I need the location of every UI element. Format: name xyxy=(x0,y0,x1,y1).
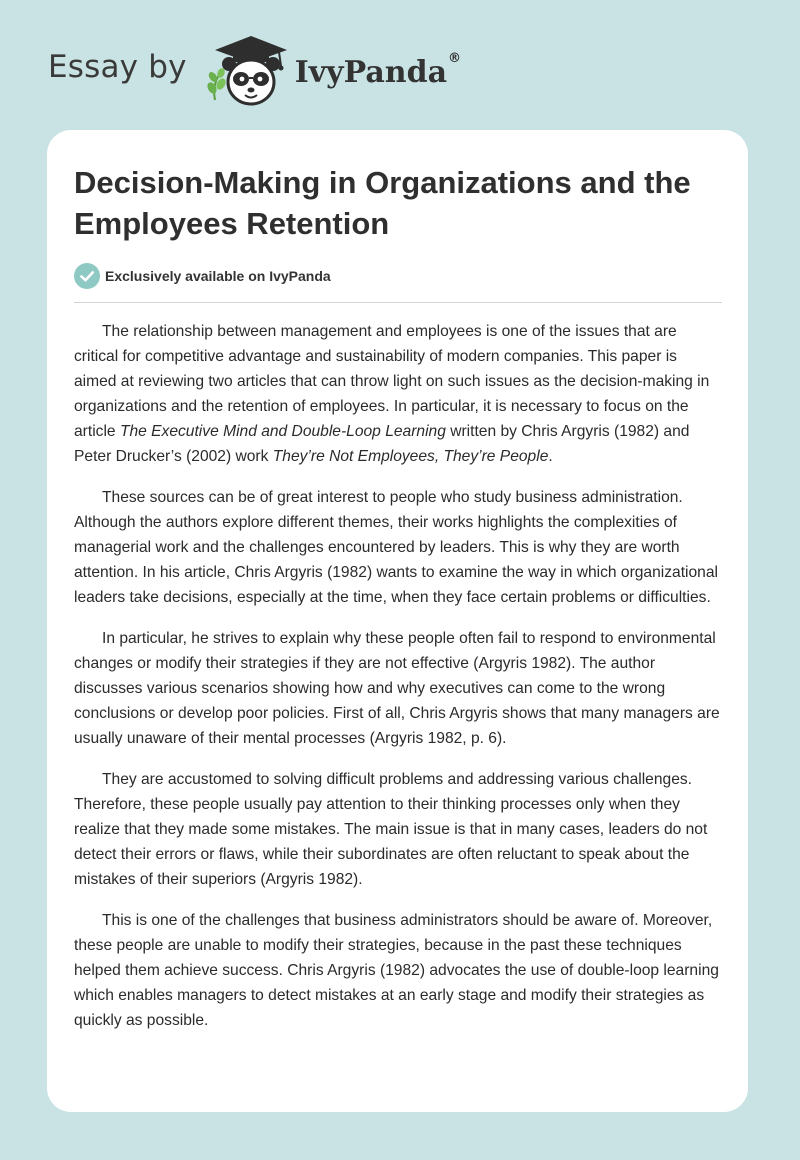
essay-card xyxy=(47,130,748,1112)
paragraph-5: This is one of the challenges that business administrators should be aware of. Moreover, these people are unable to modify their strategies, because in the past these techniques helped them achieve success. Chris Argyris (1982) advocates the use of double-loop learning which enables managers to detect mistakes at an early stage and modify their strategies as quickly as possible. xyxy=(74,912,719,1029)
essay-title: Decision-Making in Organizations and the Employees Retention xyxy=(74,165,691,241)
article-title-drucker: They’re Not Employees, They’re People xyxy=(272,448,549,465)
divider xyxy=(74,302,722,303)
exclusive-badge xyxy=(74,263,331,289)
paragraph-1-text-b: written by Chris Argyris (1982) and Peter Drucker’s (2002) work xyxy=(74,423,690,465)
brand-name-text: IvyPanda xyxy=(294,54,448,90)
brand-name[interactable] xyxy=(294,50,462,90)
paragraph-3: In particular, he strives to explain why these people often fail to respond to environmental changes or modify their strategies if they are not effective (Argyris 1982). The author discusses various scenarios showing how and why executives can come to the wrong conclusions or develop poor policies. First of all, Chris Argyris shows that many managers are usually unaware of their mental processes (Argyris 1982, p. 6). xyxy=(74,630,720,747)
article-title-argyris: The Executive Mind and Double-Loop Learning xyxy=(119,423,446,440)
paragraph-1-text-c: . xyxy=(548,448,553,465)
registered-mark: ® xyxy=(448,50,462,66)
paragraph-1-text-a: The relationship between management and employees is one of the issues that are critical for competitive advantage and sustainability of modern companies. This paper is aimed at reviewing two articles that can throw light on such issues as the decision-making in organizations and the retention of employees. In particular, it is necessary to focus on the article xyxy=(74,323,710,440)
essay-body xyxy=(74,319,722,1049)
paragraph-4: They are accustomed to solving difficult problems and addressing various challenges. Therefore, these people usually pay attention to their thinking processes only when they realize that they made some mistakes. The main issue is that in many cases, leaders do not detect their errors or flaws, while their subordinates are often reluctant to speak about the mistakes of their superiors (Argyris 1982). xyxy=(74,771,708,888)
check-circle-icon xyxy=(74,263,100,289)
exclusive-badge-text: Exclusively available on IvyPanda xyxy=(105,268,331,284)
panda-graduate-icon[interactable] xyxy=(201,30,293,110)
paragraph-1 xyxy=(74,319,722,469)
paragraph-2: These sources can be of great interest to people who study business administration. Although the authors explore different themes, their works highlights the complexities of managerial work and the challenges encountered by leaders. This is why they are worth attention. In his article, Chris Argyris (1982) wants to examine the way in which organizational leaders take decisions, especially at the time, when they face certain problems or difficulties. xyxy=(74,489,718,606)
site-header xyxy=(48,30,461,110)
essay-by-label: Essay by xyxy=(48,49,187,85)
